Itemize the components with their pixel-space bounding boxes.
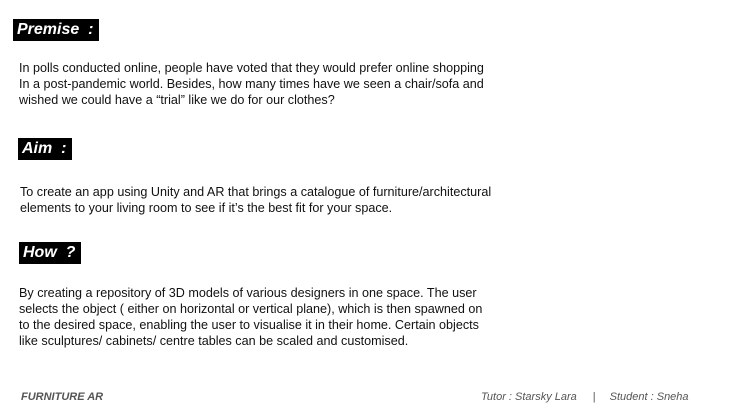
tutor-credit: Tutor : Starsky Lara xyxy=(481,391,577,403)
aim-paragraph xyxy=(20,184,491,216)
premise-paragraph xyxy=(19,60,484,108)
credits xyxy=(481,391,689,403)
aim-line: elements to your living room to see if it’s the best fit for your space. xyxy=(20,201,393,215)
how-line: to the desired space, enabling the user to visualise it in their home. Certain objects xyxy=(19,318,479,332)
how-line: By creating a repository of 3D models of various designers in one space. The user xyxy=(19,286,477,300)
premise-heading: Premise : xyxy=(13,19,99,41)
aim-line: To create an app using Unity and AR that brings a catalogue of furniture/architectural xyxy=(20,185,492,199)
how-line: selects the object ( either on horizontal or vertical plane), which is then spawned on xyxy=(19,302,483,316)
credit-separator: | xyxy=(592,391,596,403)
student-credit: Student : Sneha xyxy=(609,391,689,403)
aim-heading: Aim : xyxy=(18,138,72,160)
project-title: FURNITURE AR xyxy=(21,391,104,403)
premise-line: wished we could have a “trial” like we do for our clothes? xyxy=(19,93,335,107)
how-heading: How ? xyxy=(19,242,81,264)
premise-line: In polls conducted online, people have voted that they would prefer online shopping xyxy=(19,61,484,75)
premise-line: In a post-pandemic world. Besides, how many times have we seen a chair/sofa and xyxy=(19,77,484,91)
how-line: like sculptures/ cabinets/ centre tables can be scaled and customised. xyxy=(19,334,409,348)
how-paragraph xyxy=(19,285,482,349)
